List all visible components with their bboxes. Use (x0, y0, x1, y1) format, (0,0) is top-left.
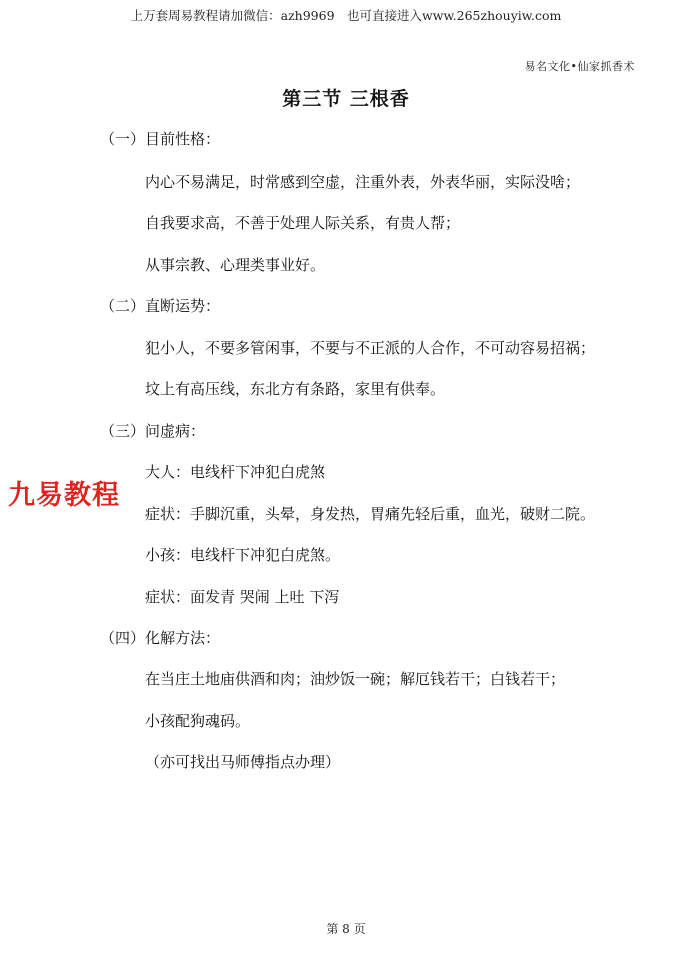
text-line: 自我要求高，不善于处理人际关系，有贵人帮； (145, 214, 461, 232)
running-header: 易名文化•仙家抓香术 (524, 60, 635, 73)
text-line: 从事宗教、心理类事业好。 (145, 256, 326, 274)
text-line: 症状：面发青 哭闹 上吐 下泻 (145, 588, 340, 606)
text-line: 小孩：电线杆下冲犯白虎煞。 (145, 546, 341, 564)
section-heading-3: （三）问虚病： (100, 422, 206, 440)
text-line: 在当庄土地庙供酒和肉；油炒饭一碗；解厄钱若干；白钱若干； (145, 670, 566, 688)
text-line: 小孩配狗魂码。 (145, 712, 251, 730)
section-heading-4: （四）化解方法： (100, 629, 221, 647)
top-banner: 上万套周易教程请加微信：azh9969 也可直接进入www.265zhouyiw.com (130, 8, 562, 23)
section-heading-1: （一）目前性格： (100, 130, 221, 148)
watermark: 九易教程 (8, 480, 120, 511)
section-heading-2: （二）直断运势： (100, 297, 221, 315)
page-number: 第 8 页 (326, 922, 366, 936)
text-line: 内心不易满足，时常感到空虚，注重外表，外表华丽，实际没啥； (145, 173, 581, 191)
text-line: 症状：手脚沉重，头晕，身发热，胃痛先轻后重，血光，破财二院。 (145, 505, 596, 523)
text-line: 犯小人，不要多管闲事，不要与不正派的人合作，不可动容易招祸； (145, 339, 596, 357)
page-title: 第三节 三根香 (282, 88, 410, 110)
text-line: （亦可找出马师傅指点办理） (145, 753, 341, 771)
text-line: 大人：电线杆下冲犯白虎煞 (145, 463, 326, 481)
text-line: 坟上有高压线，东北方有条路，家里有供奉。 (145, 380, 446, 398)
